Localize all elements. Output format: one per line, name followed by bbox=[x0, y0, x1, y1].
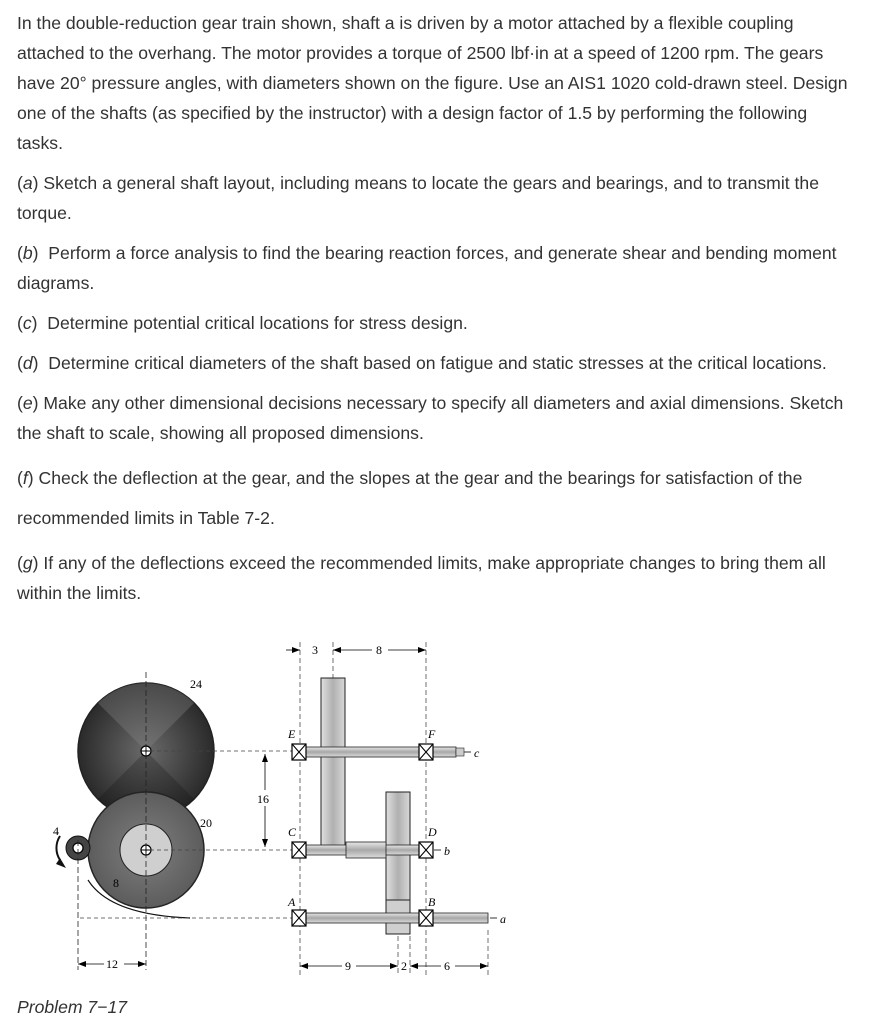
label-shaft-b: b bbox=[444, 844, 450, 858]
task-a-text: Sketch a general shaft layout, including means to locate the gears and bearings, and to transmit the torque. bbox=[17, 173, 819, 223]
problem-text bbox=[17, 8, 857, 618]
label-shaft-c: c bbox=[474, 746, 480, 760]
task-e-letter: e bbox=[22, 393, 33, 413]
task-e-text: Make any other dimensional decisions necessary to specify all diameters and axial dimensions. Sketch the shaft to scale, showing all proposed dimensions. bbox=[17, 393, 844, 443]
label-bearing-D: D bbox=[428, 825, 437, 839]
task-a-letter: a bbox=[22, 173, 33, 193]
task-c-letter: c bbox=[22, 313, 32, 333]
shaft-side-view bbox=[286, 642, 506, 975]
bearing-A bbox=[292, 910, 306, 926]
label-dim-8: 8 bbox=[376, 643, 382, 657]
label-bearing-A: A bbox=[288, 895, 296, 909]
task-f-letter: f bbox=[22, 468, 28, 488]
label-dim-12: 12 bbox=[106, 957, 118, 971]
task-g-letter: g bbox=[22, 553, 33, 573]
label-dim-9: 9 bbox=[345, 959, 351, 973]
task-g-text: If any of the deflections exceed the recommended limits, make appropriate changes to bring them all within the limits. bbox=[17, 553, 826, 603]
gear-train-figure bbox=[0, 630, 877, 990]
gear-end-view bbox=[53, 672, 300, 971]
label-bearing-C: C bbox=[288, 825, 297, 839]
task-d-letter: d bbox=[22, 353, 33, 373]
task-e: (e) Make any other dimensional decisions necessary to specify all diameters and axial dimensions. Sketch the shaft to scale, showing all proposed dimensions. bbox=[17, 393, 844, 443]
label-gear-20: 20 bbox=[200, 816, 212, 830]
bearing-E bbox=[292, 744, 306, 760]
task-d-text: Determine critical diameters of the shaft based on fatigue and static stresses at the critical locations. bbox=[48, 353, 827, 373]
bearing-B bbox=[419, 910, 433, 926]
task-b: (b) Perform a force analysis to find the bearing reaction forces, and generate shear and bending moment diagrams. bbox=[17, 243, 837, 293]
label-dim-16: 16 bbox=[257, 792, 269, 806]
task-b-letter: b bbox=[22, 243, 33, 263]
task-c-text: Determine potential critical locations for stress design. bbox=[47, 313, 468, 333]
bearing-C bbox=[292, 842, 306, 858]
task-a: (a) Sketch a general shaft layout, including means to locate the gears and bearings, and to transmit the torque. bbox=[17, 173, 819, 223]
task-d: (d) Determine critical diameters of the shaft based on fatigue and static stresses at the critical locations. bbox=[17, 353, 827, 373]
label-bearing-E: E bbox=[288, 727, 296, 741]
shaft-a bbox=[296, 913, 488, 923]
task-b-text: Perform a force analysis to find the bearing reaction forces, and generate shear and bending moment diagrams. bbox=[17, 243, 837, 293]
label-bearing-B: B bbox=[428, 895, 436, 909]
task-c: (c) Determine potential critical locations for stress design. bbox=[17, 313, 468, 333]
bearing-D bbox=[419, 842, 433, 858]
task-f-text: Check the deflection at the gear, and the slopes at the gear and the bearings for satisfaction of the recommended limits in Table 7-2. bbox=[17, 468, 803, 528]
label-shaft-a: a bbox=[500, 912, 506, 926]
task-g: (g) If any of the deflections exceed the recommended limits, make appropriate changes to bring them all within the limits. bbox=[17, 553, 826, 603]
figure-caption: Problem 7−17 bbox=[17, 997, 128, 1017]
intro-paragraph: In the double-reduction gear train shown, shaft a is driven by a motor attached by a flexible coupling attached to the overhang. The motor provides a torque of 2500 lbf·in at a speed of 1200 rpm. The gears have 20° pressure angles, with diameters shown on the figure. Use an AIS1 1020 cold-drawn steel. Design one of the shafts (as specified by the instructor) with a design factor of 1.5 by performing the following tasks. bbox=[17, 13, 848, 153]
label-gear-24: 24 bbox=[190, 677, 202, 691]
gear-train-diagram bbox=[0, 630, 877, 990]
rotation-arrow-icon bbox=[56, 836, 60, 860]
label-offset-4: 4 bbox=[53, 824, 59, 838]
label-dim-6: 6 bbox=[444, 959, 450, 973]
label-dim-3: 3 bbox=[312, 643, 318, 657]
task-f: (f) Check the deflection at the gear, and the slopes at the gear and the bearings for satisfaction of the recommended limits in Table 7-2. bbox=[17, 468, 803, 528]
bearing-F bbox=[419, 744, 433, 760]
label-dim-2: 2 bbox=[401, 959, 407, 973]
label-gear-8: 8 bbox=[113, 876, 119, 890]
gear-24-side bbox=[321, 678, 345, 848]
label-bearing-F: F bbox=[428, 727, 436, 741]
